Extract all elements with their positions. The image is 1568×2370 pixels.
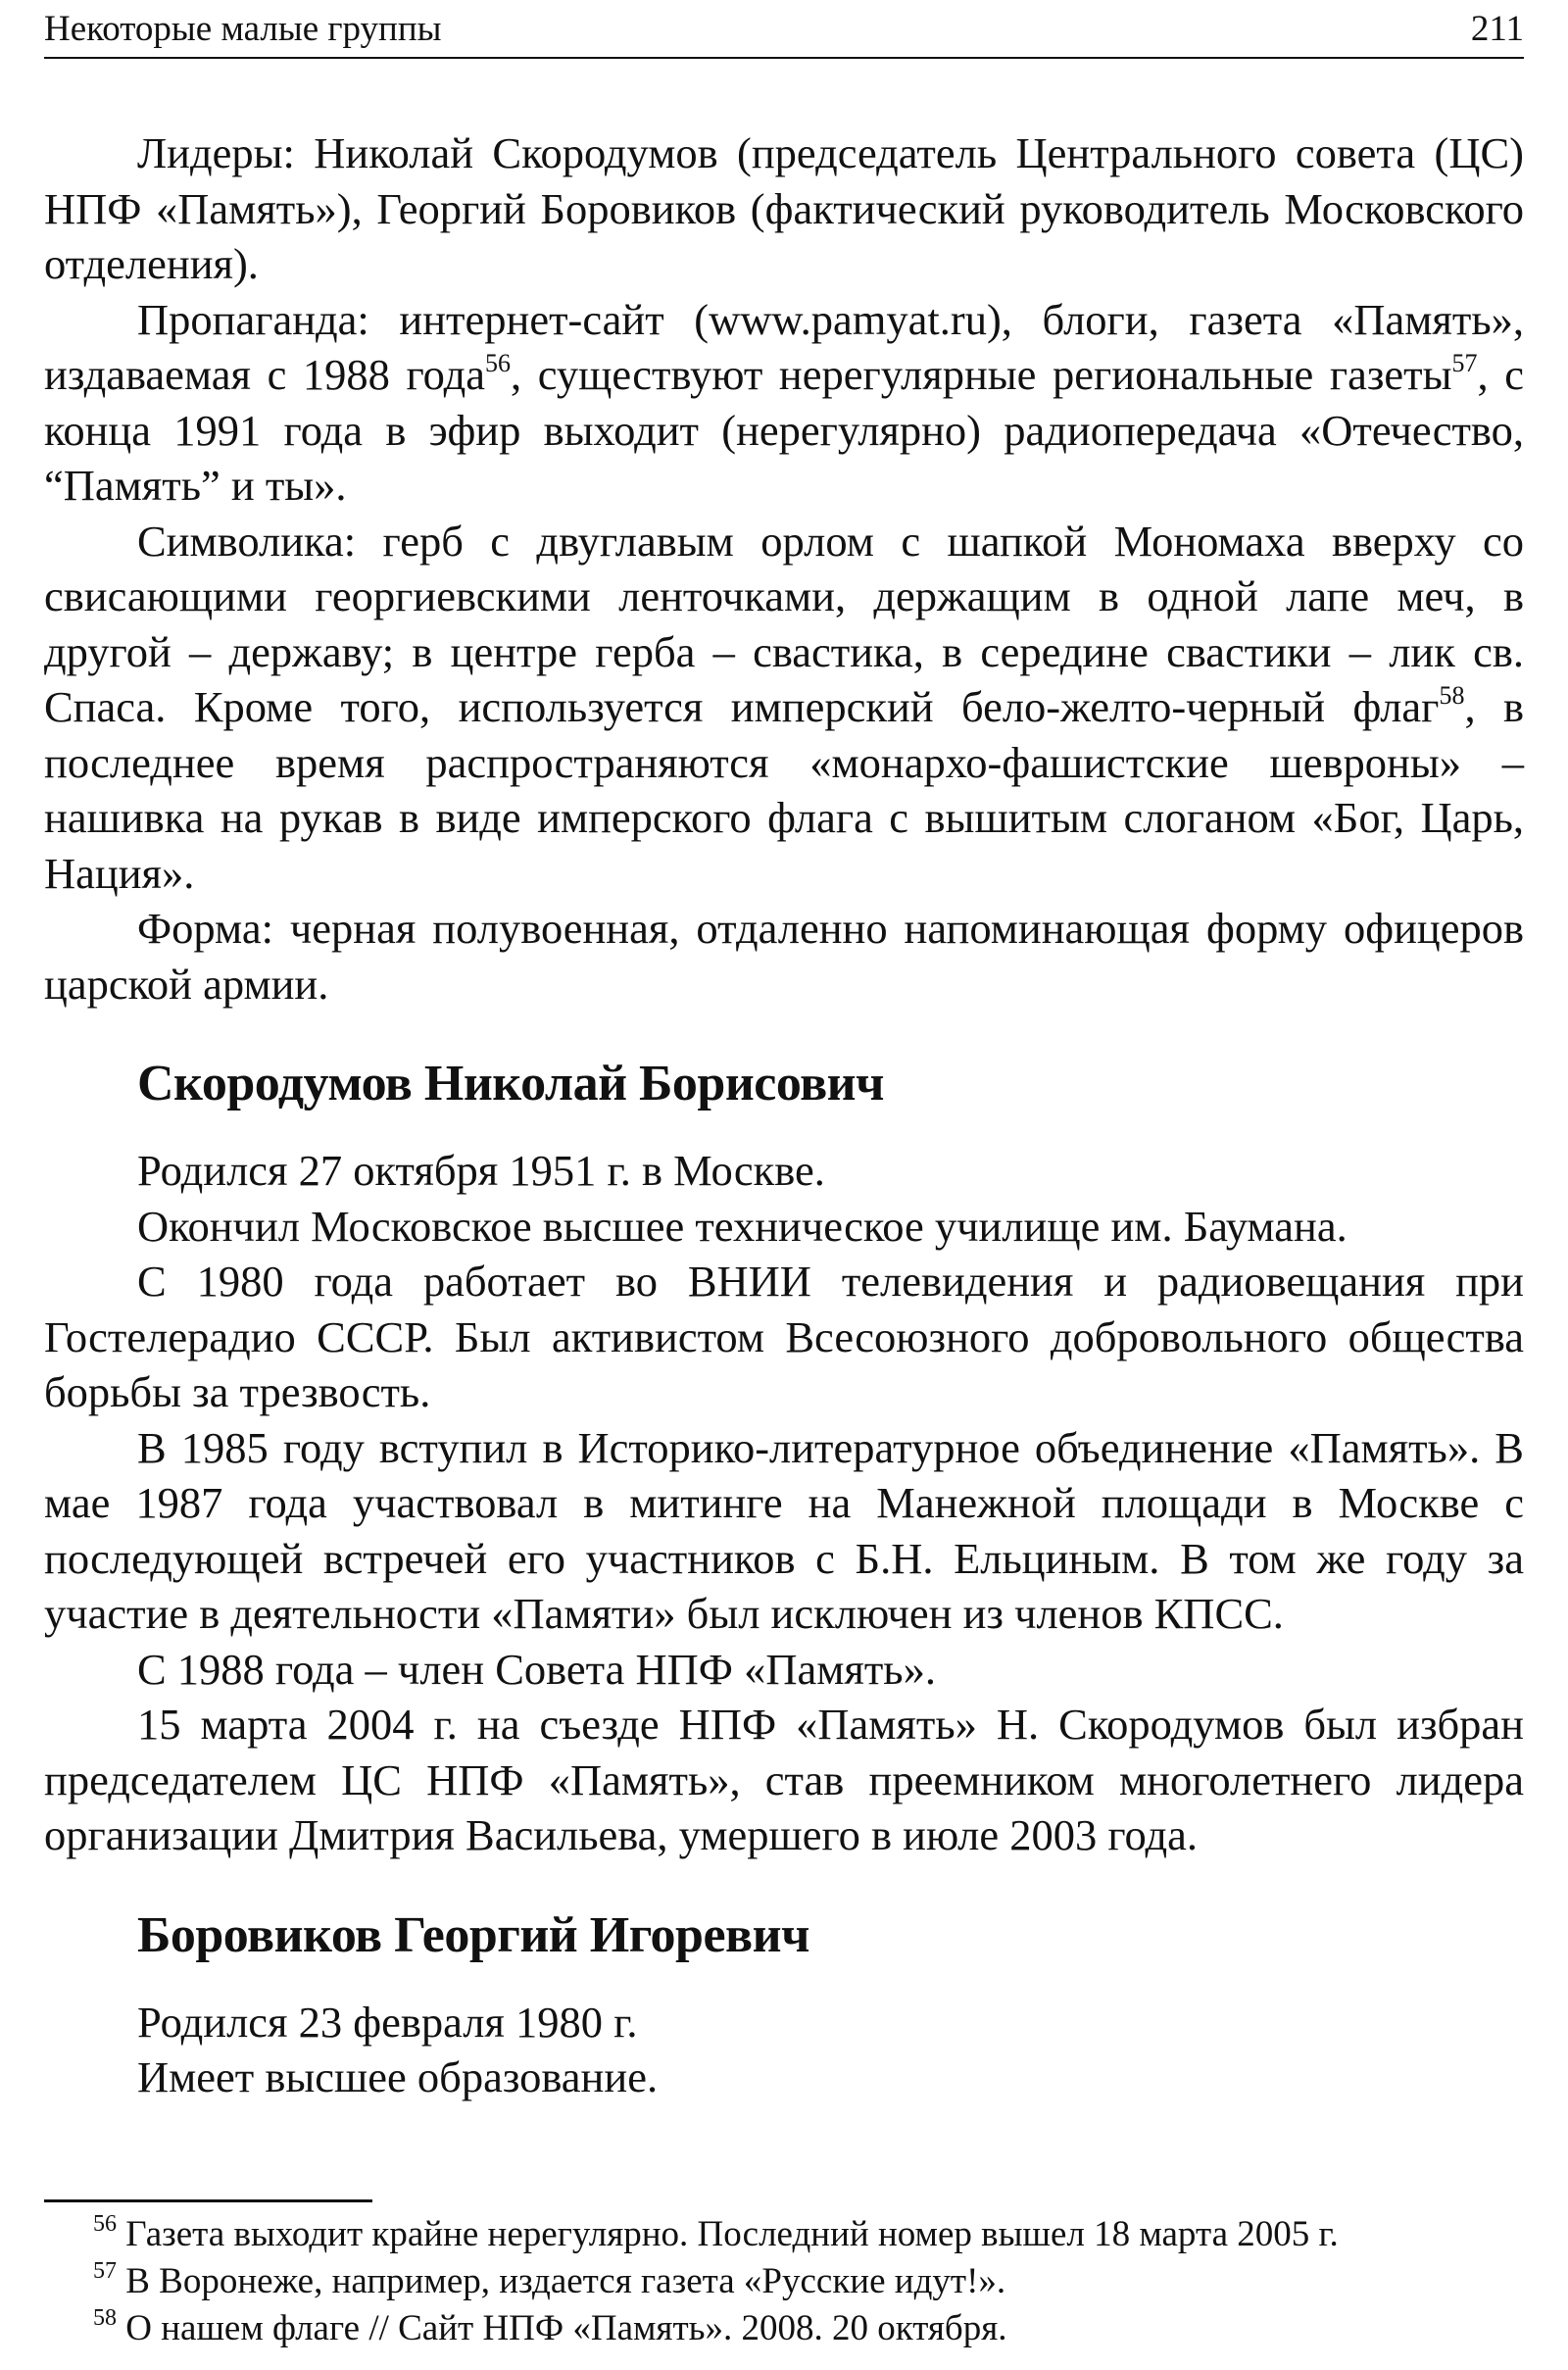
symbols-text-1: Символика: герб с двуглавым орлом с шапкой Мономаха вверху со свисающими георгиевскими ленточками, держащим в одной лапе меч, в другой – державу; в центре герба – свастика, в середине свастики – лик св. Спаса. Кроме того, используется имперский бело-желто-черный флаг [44,516,1524,731]
footnote-divider [44,2199,372,2202]
propaganda-text-2: , существуют нерегулярные региональные газеты [511,350,1452,399]
propaganda-text-1: Пропаганда: интернет-сайт (www.pamyat.ru), блоги, газета «Память», издаваемая с 1988 года [44,294,1524,399]
paragraph-symbols [44,514,1524,902]
page-number: 211 [1470,9,1524,49]
bio-paragraph: Окончил Московское высшее техническое училище им. Баумана. [137,1201,1348,1251]
footnote-text: О нашем флаге // Сайт НПФ «Память». 2008. 20 октября. [117,2308,1007,2348]
bio-paragraph: В 1985 году вступил в Историко-литературное объединение «Память». В мае 1987 года участвовал в митинге на Манежной площади в Москве с последующей встречей его участников с Б.Н. Ельциным. В том же году за участие в деятельности «Памяти» был исключен из членов КПСС. [44,1422,1524,1638]
running-header [44,8,1524,59]
person-heading-skorodumov: Скородумов Николай Борисович [137,1056,884,1111]
bio-paragraph: 15 марта 2004 г. на съезде НПФ «Память» Н. Скородумов был избран председателем ЦС НПФ «Память», став преемником многолетнего лидера организации Дмитрия Васильева, умершего в июле 2003 года. [44,1700,1524,1859]
propaganda-text-3: , с конца 1991 года в эфир выходит (нерегулярно) радиопередача «Отечество, “Память” и ты». [44,350,1524,510]
paragraph-leaders: Лидеры: Николай Скородумов (председатель Центрального совета (ЦС) НПФ «Память»), Георгий Боровиков (фактический руководитель Московского отделения). [44,128,1524,288]
footnote-ref-57[interactable]: 57 [1451,349,1478,378]
paragraph-uniform: Форма: черная полувоенная, отдаленно напоминающая форму офицеров царской армии. [44,904,1524,1009]
footnote-ref-56[interactable]: 56 [485,349,512,378]
footnote-57 [44,2258,1524,2305]
footnotes [44,2211,1524,2352]
footnote-56 [44,2211,1524,2258]
bio-paragraph: Родился 27 октября 1951 г. в Москве. [137,1146,825,1195]
bio-paragraph: С 1988 года – член Совета НПФ «Память». [137,1644,936,1694]
footnote-text: В Воронеже, например, издается газета «Русские идут!». [117,2261,1006,2301]
footnote-ref-58[interactable]: 58 [1439,681,1465,711]
footnote-number: 58 [93,2304,117,2331]
footnote-number: 56 [93,2210,117,2237]
symbols-text-2: , в последнее время распространяются «монархо-фашистские шевроны» – нашивка на рукав в виде имперского флага с вышитым слоганом «Бог, Царь, Нация». [44,682,1525,898]
bio-paragraph: С 1980 года работает во ВНИИ телевидения и радиовещания при Гостелерадио СССР. Был активистом Всесоюзного добровольного общества борьбы за трезвость. [44,1257,1524,1416]
footnote-number: 57 [93,2257,117,2284]
footnote-text: Газета выходит крайне нерегулярно. Последний номер вышел 18 марта 2005 г. [117,2214,1339,2254]
bio-paragraph: Родился 23 февраля 1980 г. [137,1997,638,2047]
footnote-58 [44,2305,1524,2352]
main-text [44,125,1524,2105]
paragraph-propaganda [44,292,1524,514]
running-title: Некоторые малые группы [44,9,442,49]
person-heading-borovikov: Боровиков Георгий Игоревич [137,1906,809,1963]
bio-paragraph: Имеет высшее образование. [137,2052,659,2101]
